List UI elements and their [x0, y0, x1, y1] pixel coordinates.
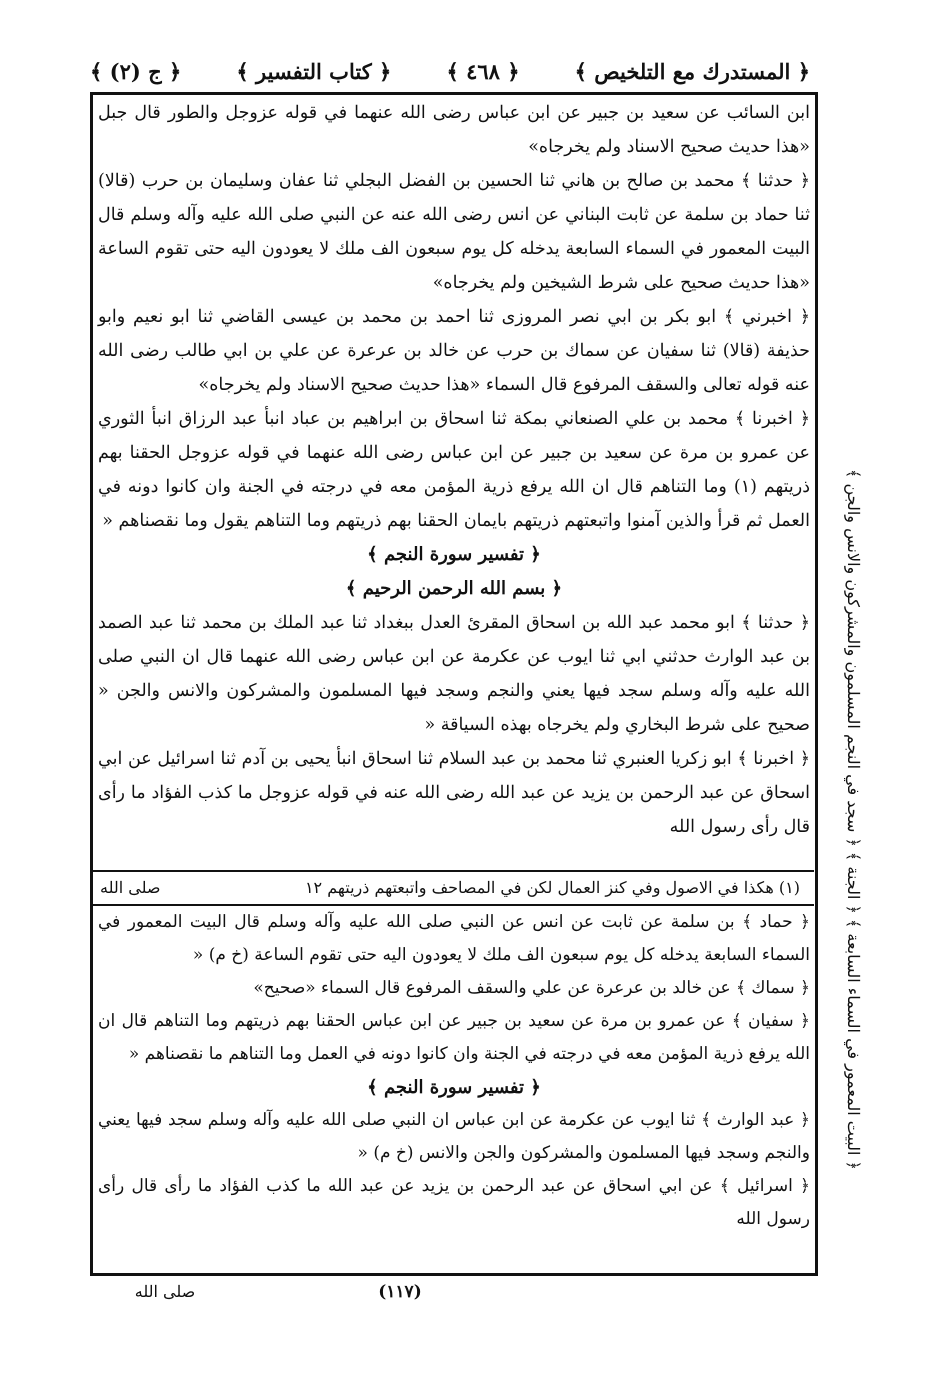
- hadith-paragraph: ابن السائب عن سعيد بن جبير عن ابن عباس رضى الله عنهما في قوله عزوجل والطور قال جبل «هذا حديث صحيح الاسناد ولم يخرجاه»: [98, 103, 810, 157]
- page-header: [90, 52, 810, 90]
- footnote: [100, 872, 800, 902]
- frame-bottom-rule: [90, 1273, 818, 1276]
- frame-top-rule: [90, 92, 818, 95]
- frame-left-rule: [90, 92, 93, 1275]
- hadith-paragraph: ﴿ اخبرنا ﴾ ابو زكريا العنبري ثنا محمد بن عبد السلام ثنا اسحاق انبأ يحيى بن آدم ثنا اسرائيل عن ابي اسحاق عن عبد الرحمن بن يزيد عن عبد الله رضى الله عنه في قوله عزوجل ما كذب الفؤاد ما رأى قال رأى رسول الله: [98, 749, 810, 837]
- volume-label: ﴿ ج (٢) ﴾: [90, 58, 182, 84]
- footnote-text: (١) هكذا في الاصول وفي كنز العمال لكن في المصاحف واتبعتهم ذريتهم ١٢: [304, 877, 800, 897]
- page-number: (١١٧): [378, 1282, 422, 1302]
- hadith-paragraph: ﴿ اخبرني ﴾ ابو بكر بن ابي نصر المروزى ثنا احمد بن محمد بن عيسى القاضي ثنا ابو نعيم وابو حذيفة (قالا) ثنا سفيان عن سماك بن حرب عن خالد بن عرعرة عن علي بن ابي طالب رضى الله عنه قوله تعالى والسقف المرفوع قال السماء «هذا حديث صحيح الاسناد ولم يخرجاه»: [98, 307, 810, 395]
- chapter-title: ﴿ كتاب التفسير ﴾: [236, 58, 392, 84]
- surah-heading: ﴿ تفسير سورة النجم ﴾: [367, 544, 541, 565]
- talkhis-paragraph: ﴿ سفيان ﴾ عن عمرو بن مرة عن سعيد بن جبير عن ابن عباس الحقنا بهم ذريتهم وما التناهم قال ان الله يرفع ذرية المؤمن معه في درجته في الجنة وان كانوا دونه في العمل وما التناهم ما نقصناهم «: [98, 1011, 810, 1064]
- frame-right-rule: [815, 92, 818, 1275]
- talkhis-paragraph: ﴿ اسرائيل ﴾ عن ابي اسحاق عن عبد الرحمن بن يزيد عن عبد الله ما كذب الفؤاد ما رأى قال رأى رسول الله: [98, 1176, 810, 1229]
- talkhis-paragraph: ﴿ سماك ﴾ عن خالد بن عرعرة عن علي والسقف المرفوع قال السماء «صحيح»: [253, 978, 810, 998]
- hadith-paragraph: ﴿ حدثنا ﴾ ابو محمد عبد الله بن اسحاق المقرئ العدل ببغداد ثنا عبد الملك بن محمد ثنا عبد الصمد بن عبد الوارث حدثني ابي ثنا ايوب عن عكرمة عن ابن عباس رضى الله عنهما قال ان النبي صلى الله عليه وآله وسلم سجد فيها يعني والنجم وسجد فيها المسلمون والمشركون والانس والجن « صحيح على شرط البخاري ولم يخرجاه بهذه السياقة «: [98, 613, 810, 735]
- footnote-catchword: صلى الله: [100, 877, 161, 897]
- talkhis-text: [98, 906, 810, 1236]
- talkhis-paragraph: ﴿ حماد ﴾ بن سلمة عن ثابت عن انس عن النبي صلى الله عليه وآله وسلم قال البيت المعمور في السماء السابعة يدخله كل يوم سبعون الف ملك لا يعودون اليه حتى تقوم الساعة (خ م) «: [98, 912, 810, 965]
- talkhis-surah-heading: ﴿ تفسير سورة النجم ﴾: [367, 1077, 541, 1098]
- hadith-paragraph: ﴿ حدثنا ﴾ محمد بن صالح بن هاني ثنا الحسين بن الفضل البجلي ثنا عفان وسليمان بن حرب (قالا) ثنا حماد بن سلمة عن ثابت البناني عن انس رضى الله عنه عن النبي صلى الله عليه وآله وسلم قال البيت المعمور في السماء السابعة يدخله كل يوم سبعون الف ملك لا يعودون اليه حتى تقوم الساعة «هذا حديث صحيح على شرط الشيخين ولم يخرجاه»: [98, 171, 810, 293]
- hadith-paragraph: ﴿ اخبرنا ﴾ محمد بن علي الصنعاني بمكة ثنا اسحاق بن ابراهيم بن عباد انبأ عبد الرزاق انبأ الثوري عن عمرو بن مرة عن سعيد بن جبير عن ابن عباس رضى الله عنهما في قوله عزوجل الحقنا بهم ذريتهم (١) وما التناهم قال ان الله يرفع ذرية المؤمن معه في درجته في الجنة وان كانوا دونه في العمل ثم قرأ والذين آمنوا واتبعتهم ذريتهم بايمان الحقنا بهم ذريتهم وما التناهم يقول وما نقصناهم «: [98, 409, 810, 531]
- book-title: ﴿ المستدرك مع التلخيص ﴾: [574, 58, 810, 84]
- basmala-heading: ﴿ بسم الله الرحمن الرحيم ﴾: [345, 578, 563, 599]
- margin-annotation: ﴿ البيت المعمور في السماء السابعة ﴾ ﴿ الجنة ﴾ ﴿ سجد في النجم المسلمون والمشركون والانس والجن ﴾: [844, 469, 863, 1170]
- bottom-catchword: صلى الله: [134, 1282, 196, 1301]
- page-number-label: ﴿ ٤٦٨ ﴾: [446, 58, 520, 84]
- main-text: [98, 96, 810, 844]
- talkhis-paragraph: ﴿ عبد الوارث ﴾ ثنا ايوب عن عكرمة عن ابن عباس ان النبي صلى الله عليه وآله وسلم سجد فيها يعني والنجم وسجد فيها المسلمون والمشركون والجن والانس (خ م) «: [98, 1110, 810, 1163]
